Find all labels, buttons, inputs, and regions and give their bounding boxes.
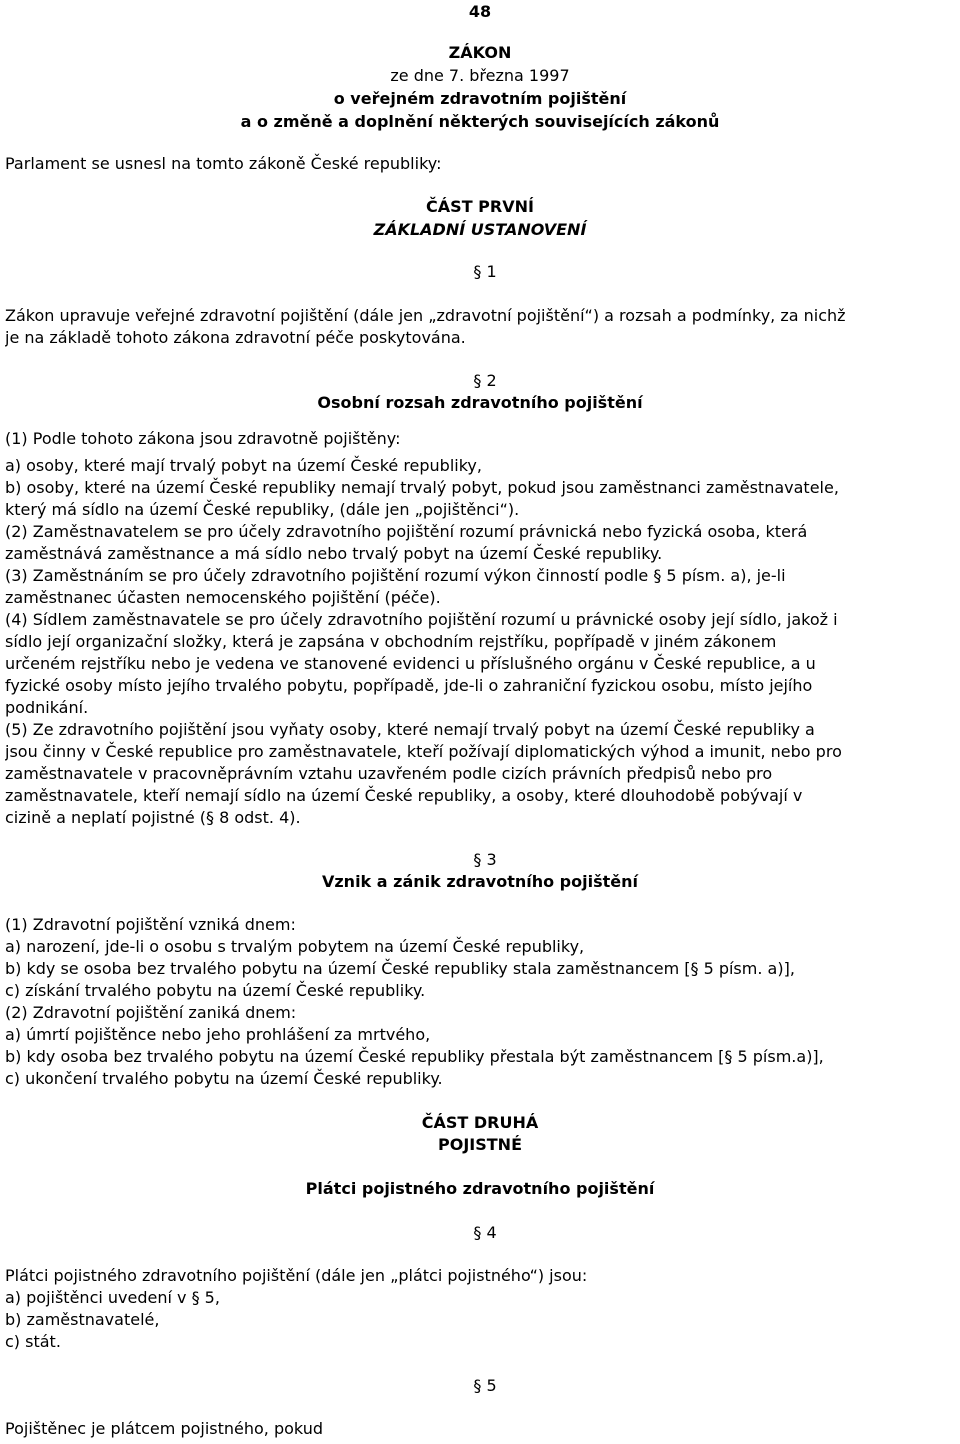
- law-date: ze dne 7. března 1997: [390, 66, 570, 85]
- section-3-line: a) úmrtí pojištěnce nebo jeho prohlášení za mrtvého,: [5, 1025, 431, 1044]
- law-heading: ZÁKON: [448, 43, 512, 62]
- section-3-title: Vznik a zánik zdravotního pojištění: [321, 872, 638, 891]
- section-5-number: § 5: [473, 1376, 497, 1395]
- section-2-line: sídlo její organizační složky, která je zapsána v obchodním rejstříku, popřípadě v jiném zákonem: [5, 632, 777, 651]
- section-2-line: jsou činny v České republice pro zaměstnavatele, kteří požívají diplomatických výhod a imunit, nebo pro: [5, 742, 842, 761]
- section-3-line: (2) Zdravotní pojištění zaniká dnem:: [5, 1003, 297, 1022]
- section-2-line: určeném rejstříku nebo je vedena ve stanovené evidenci u příslušného orgánu v České republice, a u: [5, 654, 816, 673]
- part-one-title: ČÁST PRVNÍ: [426, 197, 534, 216]
- section-4-line: b) zaměstnavatelé,: [5, 1310, 160, 1329]
- section-5-line: Pojištěnec je plátcem pojistného, pokud: [5, 1419, 323, 1438]
- law-subject-line-1: o veřejném zdravotním pojištění: [333, 89, 627, 108]
- section-1-line: je na základě tohoto zákona zdravotní péče poskytována.: [5, 328, 466, 347]
- section-4-line: Plátci pojistného zdravotního pojištění (dále jen „plátci pojistného“) jsou:: [5, 1266, 588, 1285]
- section-2-line: fyzické osoby místo jejího trvalého pobytu, popřípadě, jde-li o zahraniční fyzickou osobu, místo jejího: [5, 676, 813, 695]
- section-2-title: Osobní rozsah zdravotního pojištění: [317, 393, 643, 412]
- part-one-subtitle: ZÁKLADNÍ USTANOVENÍ: [373, 220, 587, 239]
- section-1-number: § 1: [473, 262, 497, 281]
- section-3-line: (1) Zdravotní pojištění vzniká dnem:: [5, 915, 296, 934]
- part-two-subtitle: POJISTNÉ: [438, 1135, 522, 1154]
- section-2-line: b) osoby, které na území České republiky nemají trvalý pobyt, pokud jsou zaměstnanci zaměstnavatele,: [5, 478, 839, 497]
- law-subject-line-2: a o změně a doplnění některých souvisejících zákonů: [240, 112, 720, 131]
- page-number: 48: [468, 2, 492, 21]
- section-2-line: (2) Zaměstnavatelem se pro účely zdravotního pojištění rozumí právnická nebo fyzická osoba, která: [5, 522, 808, 541]
- section-2-line: který má sídlo na území České republiky, (dále jen „pojištěnci“).: [5, 500, 520, 519]
- section-4-line: c) stát.: [5, 1332, 61, 1351]
- section-2-line: podnikání.: [5, 698, 89, 717]
- section-2-line: a) osoby, které mají trvalý pobyt na území České republiky,: [5, 456, 482, 475]
- section-2-line: (3) Zaměstnáním se pro účely zdravotního pojištění rozumí výkon činností podle § 5 písm. a), je-li: [5, 566, 786, 585]
- part-two-heading: Plátci pojistného zdravotního pojištění: [305, 1179, 655, 1198]
- section-3-line: b) kdy osoba bez trvalého pobytu na území České republiky přestala být zaměstnancem [§ 5 písm.a)],: [5, 1047, 824, 1066]
- section-2-line: (1) Podle tohoto zákona jsou zdravotně pojištěny:: [5, 429, 401, 448]
- part-two-title: ČÁST DRUHÁ: [421, 1113, 539, 1132]
- section-4-line: a) pojištěnci uvedení v § 5,: [5, 1288, 220, 1307]
- section-2-line: zaměstnává zaměstnance a má sídlo nebo trvalý pobyt na území České republiky.: [5, 544, 663, 563]
- section-2-line: zaměstnavatele v pracovněprávním vztahu uzavřeném podle cizích právních předpisů nebo pro: [5, 764, 773, 783]
- section-2-line: cizině a neplatí pojistné (§ 8 odst. 4).: [5, 808, 301, 827]
- section-3-line: c) ukončení trvalého pobytu na území České republiky.: [5, 1069, 443, 1088]
- section-2-line: (4) Sídlem zaměstnavatele se pro účely zdravotního pojištění rozumí u právnické osoby její sídlo, jakož i: [5, 610, 838, 629]
- section-3-line: a) narození, jde-li o osobu s trvalým pobytem na území České republiky,: [5, 937, 585, 956]
- section-3-line: b) kdy se osoba bez trvalého pobytu na území České republiky stala zaměstnancem [§ 5 písm. a)],: [5, 959, 795, 978]
- section-2-line: zaměstnavatele, kteří nemají sídlo na území České republiky, a osoby, které dlouhodobě pobývají v: [5, 786, 803, 805]
- section-2-line: (5) Ze zdravotního pojištění jsou vyňaty osoby, které nemají trvalý pobyt na území České republiky a: [5, 720, 815, 739]
- section-1-line: Zákon upravuje veřejné zdravotní pojištění (dále jen „zdravotní pojištění“) a rozsah a podmínky, za nichž: [5, 306, 846, 325]
- section-2-number: § 2: [473, 371, 497, 390]
- section-2-line: zaměstnanec účasten nemocenského pojištění (péče).: [5, 588, 441, 607]
- preamble: Parlament se usnesl na tomto zákoně České republiky:: [5, 154, 442, 173]
- section-3-line: c) získání trvalého pobytu na území České republiky.: [5, 981, 426, 1000]
- section-4-number: § 4: [473, 1223, 497, 1242]
- section-3-number: § 3: [473, 850, 497, 869]
